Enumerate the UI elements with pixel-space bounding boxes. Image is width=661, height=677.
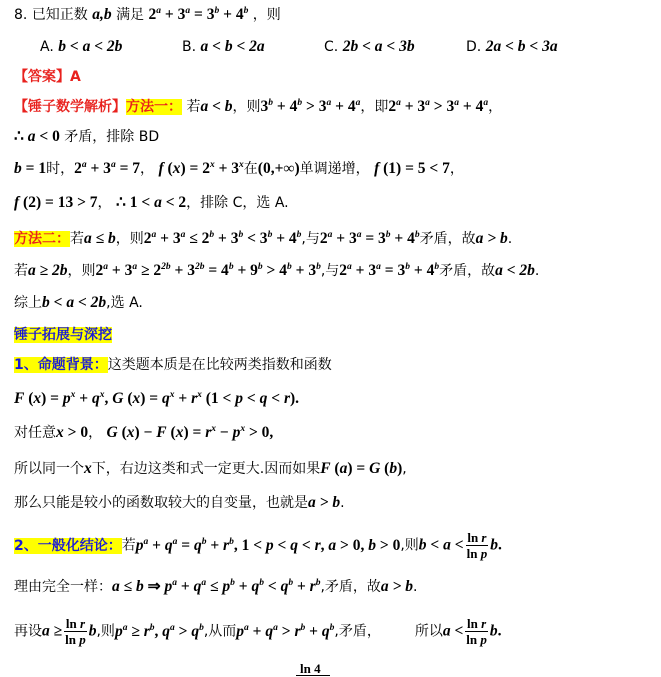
question-equation: $2^a + 3^a = 3^b + 4^b$ bbox=[148, 6, 249, 23]
method2-line-3: 综上b < a < 2b,选 A. bbox=[14, 294, 143, 311]
question-line: 8. 已知正数 a,b 满足 $2^a + 3^a = 3^b + 4^b$ ，则 bbox=[14, 6, 281, 23]
function-definition-line: F $(x) = p^x + q^x$, G $(x) = q^x + r^x$ (1 < p < q < r). bbox=[14, 390, 300, 407]
general-conclusion-line: 2、一般化结论：若$p^a + q^a = q^b + r^b$, 1 < p < q < r, a > 0, b > 0,则b < a < $\frac{\text{ln r}}{\text{ln p}}$ b. bbox=[14, 530, 502, 561]
any-x-line: 对任意x > 0， G (x) − F $(x) = r^x - p^x > 0$, bbox=[14, 424, 274, 441]
option-a: A. b < a < 2b bbox=[40, 38, 123, 55]
analysis-line-3: b = 1时，$2^a + 3^a = 7$， f $(x) = 2^x + 3^x$在(0,+∞)单调递增， f (1) = 5 < 7， bbox=[14, 160, 464, 177]
method2-line-2: 若a ≥ 2b，则$2^a + 3^a \ge 2^{2b} + 3^{2b} = 4^b + 9^b > 4^b + 3^b$,与$2^a + 3^a = 3^b + 4^b$矛盾，故a < 2b. bbox=[14, 262, 540, 279]
analysis-line-2: ∴ a < 0 矛盾，排除 BD bbox=[14, 128, 160, 145]
fraction-ln-r-over-ln-p-2: $\frac{\text{ln r}}{\text{ln p}}$ bbox=[65, 616, 86, 647]
option-d: D. 2a < b < 3a bbox=[466, 38, 558, 55]
analysis-label: 【锤子数学解析】 bbox=[14, 99, 126, 115]
option-b: B. a < b < 2a bbox=[182, 38, 265, 55]
background-line: 1、命题背景：这类题本质是在比较两类指数和函数 bbox=[14, 357, 332, 373]
method1-label: 方法一： bbox=[126, 99, 182, 115]
extension-title-line bbox=[14, 324, 112, 346]
only-line: 那么只能是较小的函数取较大的自变量，也就是a > b. bbox=[14, 494, 345, 511]
answer-line bbox=[14, 66, 81, 88]
method2-label: 方法二： bbox=[14, 231, 70, 247]
option-c: C. 2b < a < 3b bbox=[324, 38, 415, 55]
extension-title: 锤子拓展与深挖 bbox=[14, 327, 112, 343]
answer-value: A bbox=[70, 69, 81, 85]
answer-label: 【答案】 bbox=[14, 69, 70, 85]
general-label: 2、一般化结论： bbox=[14, 537, 122, 554]
cut-off-fraction-bar bbox=[296, 675, 330, 676]
question-variables: a,b bbox=[92, 6, 112, 23]
cut-off-fraction-numerator: ln 4 bbox=[300, 661, 321, 676]
fraction-ln-r-over-ln-p: $\frac{\text{ln r}}{\text{ln p}}$ bbox=[466, 530, 488, 561]
reason-line: 理由完全一样：a ≤ b ⇒ $p^a + q^a \le p^b + q^b < q^b + r^b$,矛盾，故a > b. bbox=[14, 578, 418, 595]
analysis-line-4: f (2) = 13 > 7， ∴ 1 < a < 2，排除 C，选 A. bbox=[14, 194, 289, 211]
fraction-ln-r-over-ln-p-3: $\frac{\text{ln r}}{\text{ln p}}$ bbox=[466, 616, 487, 647]
options-row bbox=[40, 36, 558, 58]
analysis-line-1: 【锤子数学解析】方法一： 若a < b，则$3^b + 4^b > 3^a + 4^a$，即$2^a + 3^a > 3^a + 4^a$， bbox=[14, 98, 503, 115]
method2-line-1: 方法二：若a ≤ b，则$2^a + 3^a \le 2^b + 3^b < 3^b + 4^b$,与$2^a + 3^a = 3^b + 4^b$矛盾，故a > b. bbox=[14, 230, 513, 247]
again-line: 再设a ≥ $\frac{\text{ln r}}{\text{ln p}}$ b,则$p^a \ge r^b$, $q^a > q^b$,从而$p^a + q^a > r^b + q^b$,矛盾， 所以a < $\frac{\text{ln r}}{\text{ln p}}$ b. bbox=[14, 616, 502, 647]
background-label: 1、命题背景： bbox=[14, 357, 108, 373]
same-x-line: 所以同一个x下，右边这类和式一定更大.因而如果F (a) = G (b), bbox=[14, 460, 407, 477]
question-number: 8. bbox=[14, 7, 28, 23]
